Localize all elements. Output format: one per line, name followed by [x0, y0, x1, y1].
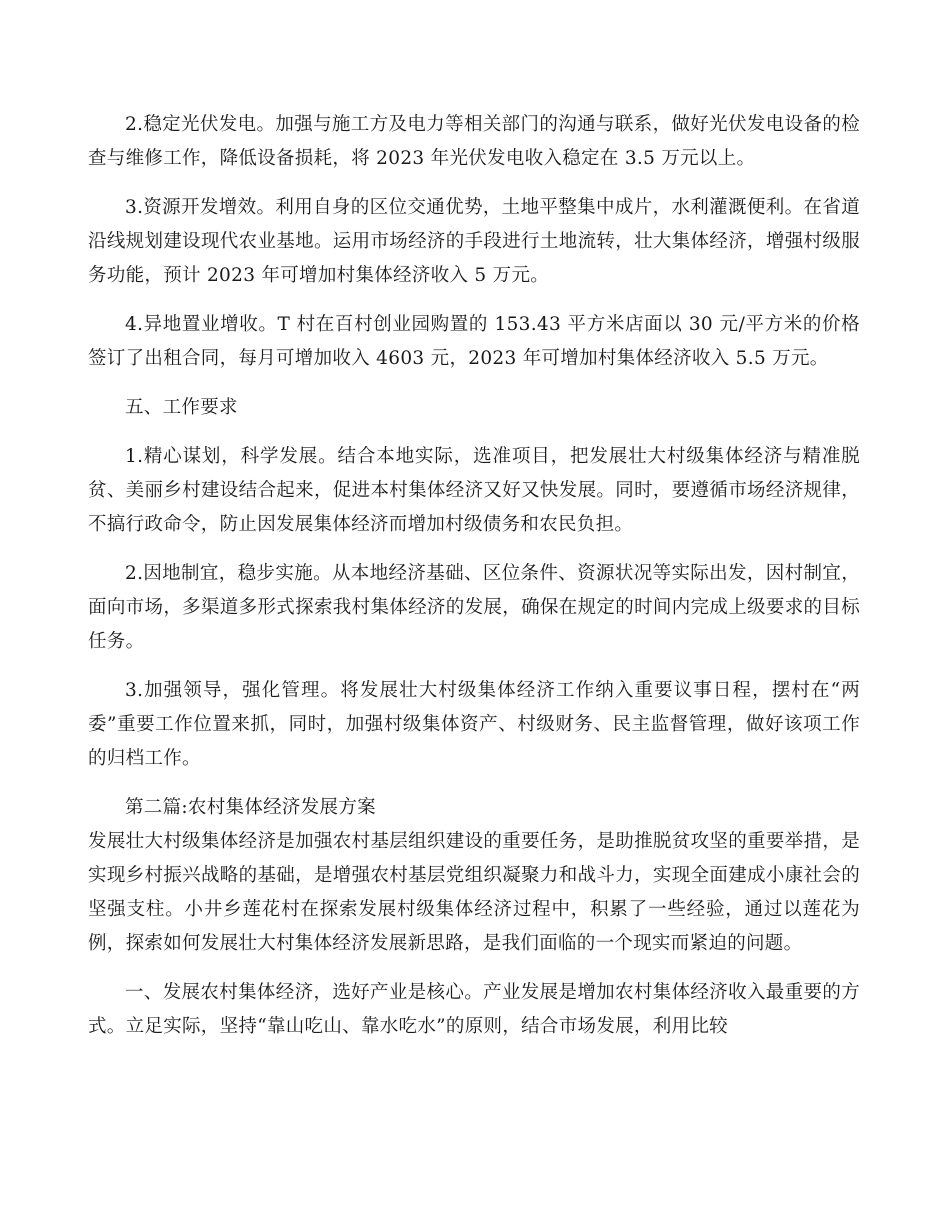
document-page — [88, 108, 860, 1059]
requirement-planning: 1.精心谋划，科学发展。结合本地实际，选准项目，把发展壮大村级集体经济与精准脱贫、美丽乡村建设结合起来，促进本村集体经济又好又快发展。同时，要遵循市场经济规律，不搞行政命令，防止因发展集体经济而增加村级债务和农民负担。 — [88, 446, 860, 535]
paragraph-resource-development: 3.资源开发增效。利用自身的区位交通优势，土地平整集中成片，水利灌溉便利。在省道沿线规划建设现代农业基地。运用市场经济的手段进行土地流转，壮大集体经济，增强村级服务功能，预计 2023 年可增加村集体经济收入 5 万元。 — [88, 197, 860, 286]
second-article-intro: 发展壮大村级集体经济是加强农村基层组织建设的重要任务，是助推脱贫攻坚的重要举措，是实现乡村振兴战略的基础，是增强农村基层党组织凝聚力和战斗力，实现全面建成小康社会的坚强支柱。小井乡莲花村在探索发展村级集体经济过程中，积累了一些经验，通过以莲花为例，探索如何发展壮大村集体经济发展新思路，是我们面临的一个现实而紧迫的问题。 — [88, 831, 860, 954]
second-article-title: 第二篇:农村集体经济发展方案 — [125, 797, 376, 818]
paragraph-photovoltaic: 2.稳定光伏发电。加强与施工方及电力等相关部门的沟通与联系，做好光伏发电设备的检查与维修工作，降低设备损耗，将 2023 年光伏发电收入稳定在 3.5 万元以上。 — [88, 114, 860, 169]
requirement-leadership: 3.加强领导，强化管理。将发展壮大村级集体经济工作纳入重要议事日程，摆村在“两委”重要工作位置来抓，同时，加强村级集体资产、村级财务、民主监督管理，做好该项工作的归档工作。 — [88, 680, 860, 769]
paragraph-property-income: 4.异地置业增收。T 村在百村创业园购置的 153.43 平方米店面以 30 元/平方米的价格签订了出租合同，每月可增加收入 4603 元，2023 年可增加村集体经济收入 5.5 万元。 — [88, 314, 860, 369]
requirement-local-conditions: 2.因地制宜，稳步实施。从本地经济基础、区位条件、资源状况等实际出发，因村制宜，面向市场，多渠道多形式探索我村集体经济的发展，确保在规定的时间内完成上级要求的目标任务。 — [88, 563, 860, 652]
section-heading-work-requirements: 五、工作要求 — [125, 397, 238, 418]
second-article-point-one: 一、发展农村集体经济，选好产业是核心。产业发展是增加农村集体经济收入最重要的方式。立足实际，坚持“靠山吃山、靠水吃水”的原则，结合市场发展，利用比较 — [88, 982, 860, 1037]
